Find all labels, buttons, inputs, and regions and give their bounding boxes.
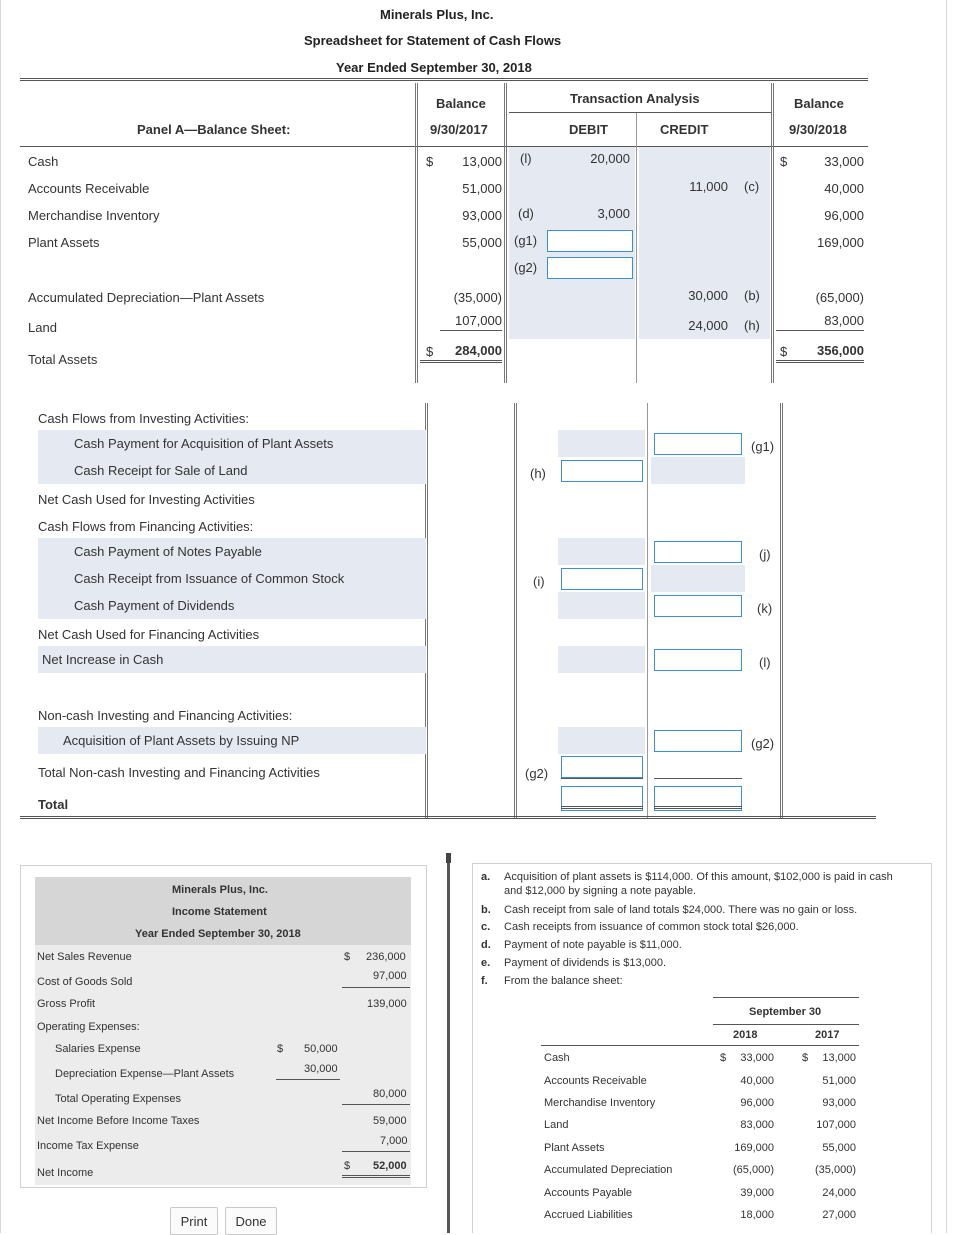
is-value: 97,000 [373, 970, 407, 982]
bs-2017: 24,000 [822, 1187, 856, 1199]
bs-2017: 55,000 [822, 1142, 856, 1154]
underline [342, 1151, 410, 1152]
bs-2018: 169,000 [734, 1142, 774, 1154]
col-rule [771, 83, 774, 383]
bs-2017: 51,000 [822, 1075, 856, 1087]
dollar-sign: $ [780, 344, 788, 359]
ref-i: (i) [533, 574, 545, 589]
credit-input-g2[interactable] [654, 730, 742, 752]
bs-label: Cash [544, 1052, 570, 1064]
is-label: Net Income Before Income Taxes [37, 1115, 200, 1127]
col-rule [636, 113, 637, 383]
total-assets-current: 356,000 [776, 343, 864, 363]
underline [342, 987, 410, 988]
note-key: d. [481, 939, 491, 951]
col-balance-curr-bot: 9/30/2018 [789, 122, 847, 137]
dollar-sign: $ [277, 1043, 284, 1055]
col-rule [415, 83, 418, 383]
bs-label: Accounts Receivable [544, 1075, 647, 1087]
col-2017: 2017 [815, 1029, 840, 1041]
bs-2018: 39,000 [740, 1187, 774, 1199]
note-key: b. [481, 904, 491, 916]
resize-handle[interactable] [446, 853, 451, 863]
note-key: a. [481, 871, 491, 883]
dividends-label: Cash Payment of Dividends [74, 598, 235, 613]
ref-g1: (g1) [751, 439, 775, 454]
debit-input-i[interactable] [561, 568, 643, 590]
col-balance-curr-top: Balance [794, 96, 844, 111]
prior-balance: 107,000 [440, 313, 502, 331]
ref-g2: (g2) [751, 736, 775, 751]
underline [654, 778, 742, 779]
row-label: Land [28, 320, 57, 335]
sale-land-label: Cash Receipt for Sale of Land [74, 463, 248, 478]
financing-title: Cash Flows from Financing Activities: [38, 519, 254, 534]
dollar-sign: $ [780, 154, 788, 169]
current-balance: 83,000 [776, 313, 864, 331]
prior-balance: 13,000 [462, 154, 502, 169]
credit-ref: (h) [744, 318, 760, 333]
table-sub-rule [713, 1024, 859, 1025]
prior-balance: 93,000 [462, 208, 502, 223]
row-label: Accumulated Depreciation—Plant Assets [28, 290, 265, 305]
current-balance: 33,000 [824, 154, 864, 169]
bs-2018: 96,000 [740, 1097, 774, 1109]
is-label: Cost of Goods Sold [37, 976, 133, 988]
note-key: c. [481, 921, 491, 933]
cell-shade [558, 538, 645, 565]
dollar-sign: $ [344, 1160, 351, 1172]
notes-panel [472, 863, 932, 1233]
frame-right-border [946, 0, 947, 1233]
row-label: Total Assets [28, 352, 98, 367]
net-increase-label: Net Increase in Cash [42, 652, 164, 667]
ref-l: (l) [759, 655, 771, 670]
bs-2017: (35,000) [815, 1164, 856, 1176]
prior-balance: (35,000) [453, 290, 502, 305]
panel-a-top-rule [20, 78, 868, 81]
panel-b-bottom-rule [20, 816, 876, 819]
underline [342, 1104, 410, 1105]
row-label: Cash [28, 154, 59, 169]
current-balance: 40,000 [824, 181, 864, 196]
note-key: e. [481, 957, 491, 969]
debit-input-h[interactable] [561, 460, 643, 482]
statement-title: Spreadsheet for Statement of Cash Flows [304, 33, 562, 48]
acq-np-label: Acquisition of Plant Assets by Issuing NP [63, 733, 300, 748]
is-value: 80,000 [373, 1088, 407, 1100]
net-financing-label: Net Cash Used for Financing Activities [38, 627, 260, 642]
bs-2017: 27,000 [822, 1209, 856, 1221]
investing-title: Cash Flows from Investing Activities: [38, 411, 249, 426]
debit-ref: (d) [518, 206, 534, 221]
table-top-rule [713, 997, 859, 998]
col-balance-prior-top: Balance [436, 96, 486, 111]
cell-shade [651, 457, 745, 484]
total-label: Total [38, 797, 69, 812]
dollar-sign: $ [720, 1052, 727, 1064]
col-balance-prior-bot: 9/30/2017 [430, 122, 488, 137]
note-text: Cash receipt from sale of land totals $24,000. There was no gain or loss. [504, 904, 858, 916]
note-text: Cash receipts from issuance of common stock total $26,000. [504, 921, 799, 933]
is-label: Total Operating Expenses [55, 1093, 181, 1105]
debit-amount: 3,000 [597, 206, 630, 221]
note-text: Acquisition of plant assets is $114,000. Of this amount, $102,000 is paid in cash [504, 871, 893, 883]
frame-left-border [0, 0, 1, 1233]
bs-2018: 83,000 [740, 1119, 774, 1131]
panel-divider [447, 853, 450, 1233]
ref-k: (k) [757, 601, 773, 616]
is-value: 52,000 [373, 1160, 407, 1172]
is-label: Income Tax Expense [37, 1140, 139, 1152]
note-text: Payment of dividends is $13,000. [504, 957, 667, 969]
debit-ref: (g2) [514, 260, 538, 275]
credit-ref: (b) [744, 288, 760, 303]
bs-2017: 13,000 [822, 1052, 856, 1064]
is-value: 236,000 [366, 951, 406, 963]
is-value: 59,000 [373, 1115, 407, 1127]
debit-amount: 20,000 [590, 151, 630, 166]
col-transaction: Transaction Analysis [570, 91, 700, 106]
credit-amount: 11,000 [689, 179, 728, 194]
debit-input-g2[interactable] [547, 257, 633, 279]
row-label: Plant Assets [28, 235, 100, 250]
double-underline [561, 806, 643, 809]
credit-amount: 24,000 [688, 318, 728, 333]
underline [561, 778, 643, 779]
table-header-rule [541, 1045, 859, 1046]
is-title: Income Statement [172, 906, 267, 918]
cell-shade [558, 727, 645, 754]
is-label: Operating Expenses: [37, 1021, 140, 1033]
cell-shade [651, 565, 745, 592]
is-label: Depreciation Expense—Plant Assets [55, 1068, 235, 1080]
note-key: f. [481, 975, 488, 987]
col-debit: DEBIT [569, 122, 608, 137]
current-balance: 96,000 [824, 208, 864, 223]
current-balance: (65,000) [815, 290, 864, 305]
total-assets-prior: 284,000 [420, 343, 502, 363]
acq-plant-label: Cash Payment for Acquisition of Plant Assets [74, 436, 334, 451]
table-header: September 30 [749, 1006, 822, 1018]
bs-label: Accounts Payable [544, 1187, 633, 1199]
col-rule [647, 403, 648, 819]
credit-input-l[interactable] [654, 649, 742, 671]
noncash-title: Non-cash Investing and Financing Activities: [38, 708, 293, 723]
bs-label: Land [544, 1119, 569, 1131]
is-label: Net Sales Revenue [37, 951, 132, 963]
note-text: Payment of note payable is $11,000. [504, 939, 682, 951]
done-button[interactable]: Done [225, 1207, 277, 1235]
bs-label: Plant Assets [544, 1142, 605, 1154]
is-label: Gross Profit [37, 998, 96, 1010]
col-credit: CREDIT [660, 122, 709, 137]
col-rule [780, 403, 783, 819]
credit-input-g1[interactable] [654, 433, 742, 455]
bs-2018: 40,000 [740, 1075, 774, 1087]
bs-2018: 18,000 [740, 1209, 774, 1221]
is-label: Salaries Expense [55, 1043, 141, 1055]
cell-shade [558, 592, 645, 619]
bs-2018: 33,000 [740, 1052, 774, 1064]
dollar-sign: $ [344, 951, 351, 963]
double-underline [342, 1175, 410, 1178]
credit-input-j[interactable] [654, 541, 742, 563]
row-label: Accounts Receivable [28, 181, 150, 196]
row-label: Merchandise Inventory [28, 208, 160, 223]
note-text: and $12,000 by signing a note payable. [504, 885, 697, 897]
bs-2017: 107,000 [816, 1119, 856, 1131]
is-value: 139,000 [367, 998, 407, 1010]
credit-input-k[interactable] [654, 595, 742, 617]
is-value: 50,000 [304, 1043, 338, 1055]
bs-label: Accumulated Depreciation [544, 1164, 673, 1176]
company-title: Minerals Plus, Inc. [380, 7, 494, 22]
col-rule [504, 83, 507, 383]
net-investing-label: Net Cash Used for Investing Activities [38, 492, 255, 507]
prior-balance: 51,000 [462, 181, 502, 196]
col-2018: 2018 [733, 1029, 758, 1041]
current-balance: 169,000 [817, 235, 864, 250]
is-company: Minerals Plus, Inc. [172, 884, 268, 896]
prior-balance: 55,000 [462, 235, 502, 250]
col-rule [514, 403, 517, 819]
ref-g2-total: (g2) [525, 766, 549, 781]
bs-2018: (65,000) [733, 1164, 774, 1176]
credit-ref: (c) [744, 179, 760, 194]
bs-2017: 93,000 [822, 1097, 856, 1109]
dollar-sign: $ [426, 344, 434, 359]
underline [276, 1079, 340, 1080]
ref-h: (h) [530, 466, 546, 481]
cell-shade [558, 430, 645, 457]
double-underline [654, 806, 742, 809]
cell-shade [558, 646, 645, 673]
transaction-subrule [509, 112, 771, 113]
dollar-sign: $ [802, 1052, 809, 1064]
note-text: From the balance sheet: [504, 975, 623, 987]
print-button[interactable]: Print [170, 1207, 218, 1235]
credit-shade [639, 147, 770, 339]
common-stock-label: Cash Receipt from Issuance of Common Stock [74, 571, 345, 586]
bs-label: Merchandise Inventory [544, 1097, 656, 1109]
notes-payable-label: Cash Payment of Notes Payable [74, 544, 262, 559]
credit-amount: 30,000 [688, 288, 728, 303]
panel-a-title: Panel A—Balance Sheet: [137, 122, 291, 137]
bs-label: Accrued Liabilities [544, 1209, 633, 1221]
is-value: 7,000 [380, 1135, 408, 1147]
period-title: Year Ended September 30, 2018 [336, 60, 532, 75]
is-period: Year Ended September 30, 2018 [135, 928, 301, 940]
debit-ref: (g1) [514, 233, 538, 248]
debit-input-total-noncash[interactable] [561, 756, 643, 778]
is-value: 30,000 [304, 1063, 338, 1075]
is-label: Net Income [37, 1167, 94, 1179]
ref-j: (j) [759, 547, 771, 562]
debit-ref: (l) [520, 151, 532, 166]
debit-input-g1[interactable] [547, 230, 633, 252]
dollar-sign: $ [426, 154, 434, 169]
total-noncash-label: Total Non-cash Investing and Financing Activities [38, 765, 320, 780]
